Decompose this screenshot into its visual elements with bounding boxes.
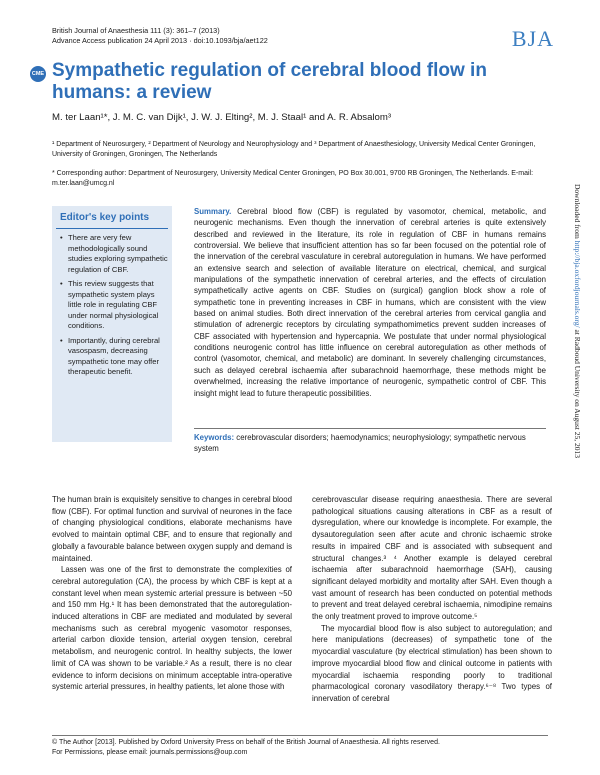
affiliations: ¹ Department of Neurosurgery, ² Department of Neurology and Neurophysiology and ³ Department of Anaesthesiology, University Medical Center Groningen, University of Groningen, Groningen, The Netherlands bbox=[52, 141, 536, 158]
advance-access-line: Advance Access publication 24 April 2013 · doi:10.1093/bja/aet122 bbox=[52, 36, 268, 45]
key-point-item: • This review suggests that sympathetic system plays little role in regulating CBF under normal physiological conditions. bbox=[60, 279, 168, 332]
key-point-item: • Importantly, during cerebral vasospasm, decreasing sympathetic tone may offer therapeutic benefit. bbox=[60, 336, 168, 378]
author-list: M. ter Laan¹*, J. M. C. van Dijk¹, J. W. J. Elting², M. J. Staal¹ and A. R. Absalom³ bbox=[52, 112, 392, 123]
body-paragraph: The human brain is exquisitely sensitive to changes in cerebral blood flow (CBF). For optimal function and survival of neurones in the face of changing physiological conditions, elaborate mechanisms have evolved to maintain optimal CBF, and to ensure that regionally and globally a favourable balance between oxygen supply and demand is maintained. bbox=[52, 495, 292, 563]
body-column-left bbox=[52, 494, 292, 693]
download-prefix: Downloaded from bbox=[573, 184, 582, 241]
bja-logo: BJA bbox=[511, 26, 554, 51]
keywords-label: Keywords: bbox=[194, 433, 235, 442]
cme-badge-icon: CME bbox=[30, 66, 46, 82]
summary-label: Summary. bbox=[194, 207, 232, 216]
summary-text: Cerebral blood flow (CBF) is regulated by vasomotor, chemical, metabolic, and neurogenic mechanisms. Even though the innervation of cerebral arteries is quite extensively described and reviewed in the literature, its role in regulation of CBF in humans remains controversial. We believe that insufficient attention has so far been focused on the potential role of the innervation of the cerebral vasculature in cerebral autoregulation in humans. We have performed an extensive search and selection of available literature on electrical, chemical, and surgical manipulations of the sympathetic innervation of cerebral arteries, and the effects of circulation sympathetically active agents on CBF. Studies on (surgical) ganglion block show a role of sympathetic tone in preventing increases in CBF in humans, which are consistent with the view based on animal studies. Both direct innervation of the cerebral arteries from cervical ganglia and stimulation of adrenergic receptors by circulating sympathomimetics prevent sudden increases of CBF associated with hypertension and hypercapnia. We postulate that under normal physiological conditions neurogenic control has little influence on cerebral autoregulation as other methods of control (vasomotor, chemical, and metabolic) are dominant. In severely challenging circumstances, such as delayed cerebral ischaemia after subarachnoid haemorrhage, these methods might be overwhelmed, increasing the relative importance of neurogenic, sympathetic control of CBF. This insight might lead to future therapeutic possibilities. bbox=[194, 207, 546, 398]
corresponding-author: * Corresponding author: Department of Neurosurgery, University Medical Center Groningen, PO Box 30.001, 9700 RB Groningen, The Netherlands. E-mail: m.ter.laan@umcg.nl bbox=[52, 170, 534, 187]
body-paragraph: cerebrovascular disease requiring anaesthesia. There are several pathological situations causing alterations in CBF as a result of dysregulation, where our knowledge is incomplete. For example, the dysautoregulation seen after acute and chronic ischaemic stroke results in impaired CBF and is associated with subsequent and structural changes.³ ⁴ Another example is delayed cerebral ischaemia after subarachnoid haemorrhage (SAH), causing significant delayed morbidity and mortality after SAH. Even though a vast amount of research has been conducted on potential methods to prevent and treat delayed cerebral ischaemia, nimodipine remains the only treatment proved to improve outcome.⁵ bbox=[312, 495, 552, 622]
copyright-line: © The Author [2013]. Published by Oxford University Press on behalf of the British Journal of Anaesthesia. All rights reserved. bbox=[52, 739, 440, 746]
key-point-item: • There are very few methodologically sound studies exploring sympathetic regulation of CBF. bbox=[60, 233, 168, 275]
journal-citation: British Journal of Anaesthesia 111 (3): 361–7 (2013) bbox=[52, 26, 220, 35]
footer bbox=[52, 738, 440, 758]
key-points-box bbox=[52, 206, 172, 442]
body-column-right bbox=[312, 494, 552, 705]
download-suffix: at Radboud University on August 25, 2013 bbox=[573, 327, 582, 459]
body-paragraph: Lassen was one of the first to demonstrate the complexities of cerebral autoregulation (CA), the process by which CBF is kept at a constant level when mean systemic arterial pressure is between ~50 and 150 mm Hg.¹ It has been demonstrated that the autoregulation-induced alterations in CBF are mediated and modulated by several mechanisms such as cerebral myogenic vasomotor responses, arterial carbon dioxide tension, arterial oxygen tension, cerebral metabolism, and neurogenic control. In healthy subjects, the lower limit of CA was shown to be variable.² As a result, there is no clear evidence to inform decisions on minimum acceptable intra-operative systemic arterial pressures, in healthy patients, let alone those with bbox=[52, 565, 292, 692]
download-link[interactable]: http://bja.oxfordjournals.org/ bbox=[573, 240, 582, 328]
body-paragraph: The myocardial blood flow is also subject to autoregulation; and here manipulations (decreases) of sympathetic tone of the myocardial vasculature (by electrical stimulation) has been shown to improve myocardial blood flow and clinical outcome in patients with myocardial ischaemia responding poorly to traditional pharmacological coronary vasodilatory therapy.⁶⁻⁸ Two types of innervation of cerebral bbox=[312, 623, 552, 703]
download-notice bbox=[573, 184, 582, 458]
keywords bbox=[194, 432, 546, 454]
keywords-text: cerebrovascular disorders; haemodynamics; neurophysiology; sympathetic nervous system bbox=[194, 433, 526, 453]
journal-info bbox=[52, 26, 268, 46]
key-points-list bbox=[52, 233, 172, 378]
permissions-line: For Permissions, please email: journals.permissions@oup.com bbox=[52, 749, 248, 756]
key-points-title: Editor's key points bbox=[60, 212, 150, 223]
keywords-divider bbox=[194, 428, 546, 429]
key-points-divider bbox=[56, 228, 168, 229]
article-title: Sympathetic regulation of cerebral blood flow in humans: a review bbox=[52, 60, 487, 103]
abstract-summary bbox=[194, 206, 546, 399]
footer-divider bbox=[52, 735, 548, 736]
